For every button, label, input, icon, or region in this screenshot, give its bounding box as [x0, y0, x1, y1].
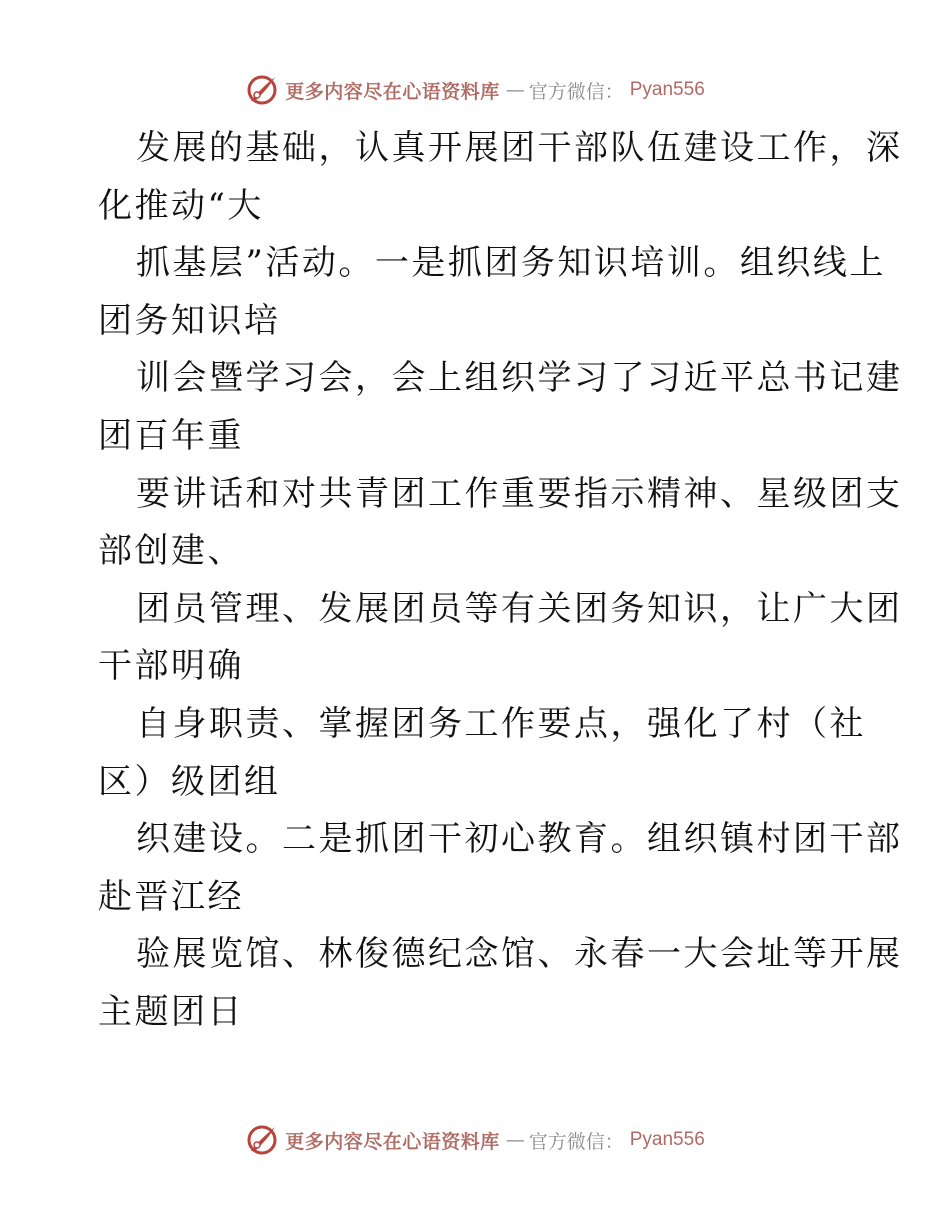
- body-line: 赴晋江经: [98, 876, 244, 917]
- body-line: 区）级团组: [98, 761, 281, 802]
- body-line: 化推动“大: [98, 185, 264, 226]
- body-line: 团百年重: [98, 415, 244, 456]
- watermark-separator: —: [505, 1129, 523, 1151]
- header-watermark: [0, 70, 950, 110]
- body-line: 发展的基础，认真开展团干部队伍建设工作，深: [136, 128, 903, 168]
- body-line: 训会暨学习会，会上组织学习了习近平总书记建: [136, 358, 903, 399]
- watermark-wechat-id: Pyan556: [629, 1129, 705, 1150]
- quill-pen-logo-icon: [245, 1123, 279, 1157]
- quill-pen-logo-icon: [245, 73, 279, 107]
- body-line: 干部明确: [98, 646, 244, 687]
- body-line: 织建设。二是抓团干初心教育。组织镇村团干部: [136, 819, 903, 860]
- watermark-text: 更多内容尽在心语资料库: [285, 80, 500, 103]
- body-line: 主题团日: [98, 991, 244, 1032]
- body-line: 抓基层”活动。一是抓团务知识培训。组织线上: [136, 243, 886, 284]
- watermark-label: 官方微信：: [528, 1130, 624, 1153]
- body-line: 部创建、: [98, 531, 244, 572]
- body-line: 要讲话和对共青团工作重要指示精神、星级团支: [136, 473, 903, 514]
- body-line: 团员管理、发展团员等有关团务知识，让广大团: [136, 588, 903, 629]
- watermark-separator: —: [505, 79, 523, 101]
- watermark-wechat-id: Pyan556: [629, 79, 705, 100]
- watermark-label: 官方微信：: [528, 80, 624, 103]
- document-body: [98, 120, 903, 1042]
- body-line: 团务知识培: [98, 300, 281, 341]
- body-line: 自身职责、掌握团务工作要点，强化了村（社: [136, 703, 866, 744]
- watermark-text: 更多内容尽在心语资料库: [285, 1130, 500, 1153]
- body-line: 验展览馆、林俊德纪念馆、永春一大会址等开展: [136, 934, 903, 975]
- footer-watermark: [0, 1120, 950, 1160]
